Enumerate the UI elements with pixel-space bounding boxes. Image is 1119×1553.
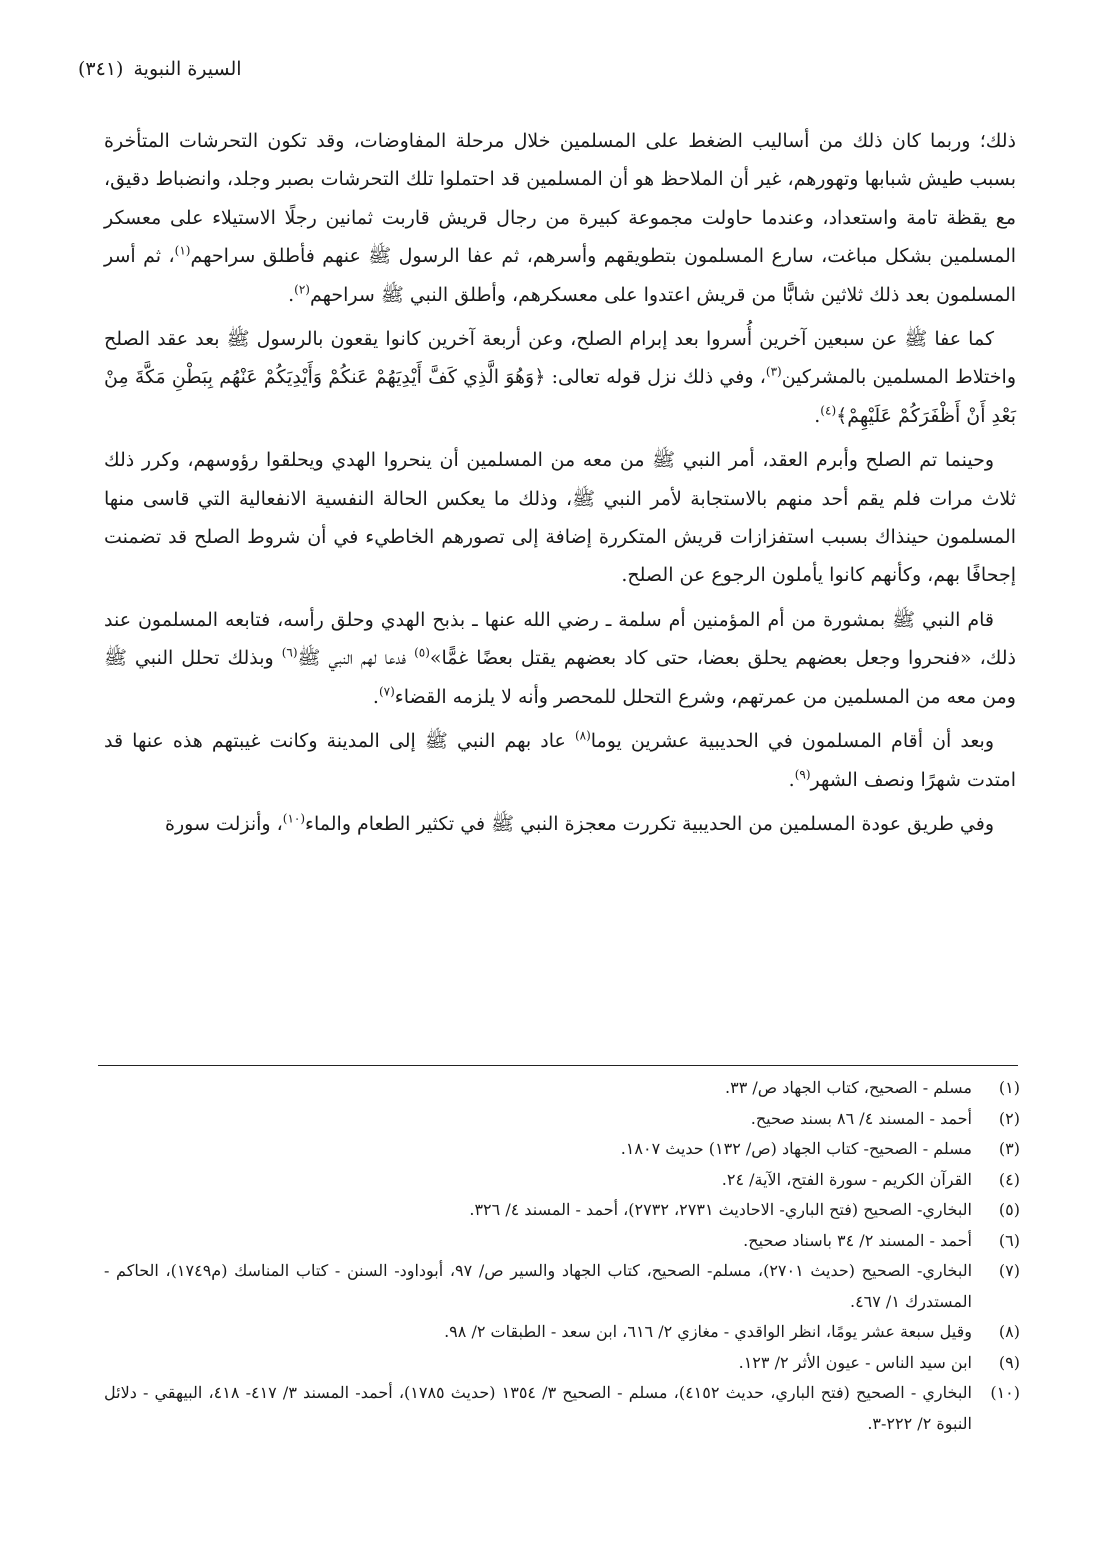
paragraph-5-text-c: . bbox=[788, 768, 795, 791]
footnote-ref-7[interactable]: (٧) bbox=[378, 684, 395, 699]
footnote-item bbox=[104, 1073, 1020, 1104]
paragraph-2-text-b: ، وفي ذلك نزل قوله تعالى: bbox=[551, 366, 766, 389]
book-title: السيرة النبوية bbox=[133, 58, 242, 80]
footnote-number: (٦) bbox=[998, 1230, 1020, 1250]
footnote-item bbox=[104, 1134, 1020, 1165]
footnote-number: (١٠) bbox=[990, 1383, 1020, 1402]
footnote-text: مسلم - الصحيح، كتاب الجهاد ص/ ٣٣. bbox=[725, 1078, 972, 1097]
paragraph-6-text-a: وفي طريق عودة المسلمين من الحديبية تكررت معجزة النبي ﷺ في تكثير الطعام والماء bbox=[305, 812, 994, 835]
footnote-ref-3[interactable]: (٣) bbox=[765, 365, 782, 380]
paragraph-4-text-d: . bbox=[372, 685, 379, 708]
footnote-text: ابن سيد الناس - عيون الأثر ٢/ ١٢٣. bbox=[738, 1352, 972, 1372]
footnote-text: البخاري- الصحيح (حديث ٢٧٠١)، مسلم- الصحيح، كتاب الجهاد والسير ص/ ٩٧، أبوداود- السنن - كتاب المناسك (م١٧٤٩)، الحاكم - المستدرك ١/ ٤٦٧. bbox=[104, 1261, 973, 1311]
paragraph-5 bbox=[104, 722, 1016, 799]
paragraph-4 bbox=[104, 601, 1016, 716]
footnote-item bbox=[104, 1256, 1020, 1317]
paragraph-1-text-b: ، ثم أسر المسلمون بعد ذلك ثلاثين شابًّا من قريش اعتدوا على معسكرهم، وأطلق النبي ﷺ سراحهم bbox=[104, 245, 1016, 306]
footnote-ref-1[interactable]: (١) bbox=[174, 243, 191, 258]
page-number: (٣٤١) bbox=[78, 58, 124, 80]
quran-verse: ﴿وَهُوَ الَّذِي كَفَّ أَيْدِيَهُمْ عَنكُمْ وَأَيْدِيَكُمْ عَنْهُم بِبَطْنِ مَكَّةَ مِنْ بَعْدِ أَنْ أَظْفَرَكُمْ عَلَيْهِمْ﴾ bbox=[104, 366, 1016, 427]
footnote-item bbox=[104, 1195, 1020, 1226]
footnote-number: (٥) bbox=[998, 1200, 1020, 1219]
footnote-number: (١) bbox=[998, 1078, 1020, 1097]
footnote-item bbox=[104, 1104, 1020, 1135]
footnote-text: القرآن الكريم - سورة الفتح، الآية/ ٢٤. bbox=[721, 1169, 972, 1189]
footnote-text: البخاري- الصحيح (فتح الباري- الاحاديث ٢٧٣١، ٢٧٣٢)، أحمد - المسند ٤/ ٣٢٦. bbox=[469, 1200, 972, 1219]
footnote-ref-10[interactable]: (١٠) bbox=[282, 811, 306, 826]
paragraph-6 bbox=[104, 805, 1016, 843]
main-text bbox=[104, 122, 1016, 849]
footnote-item bbox=[104, 1165, 1020, 1196]
footnote-number: (٩) bbox=[998, 1352, 1020, 1372]
paragraph-3-text: وحينما تم الصلح وأبرم العقد، أمر النبي ﷺ من معه من المسلمين أن ينحروا الهدي ويحلقوا رؤوسهم، وكرر ذلك ثلاث مرات فلم يقم أحد منهم بالاستجابة لأمر النبي ﷺ، وذلك ما يعكس الحالة النفسية الانفعالية التي قاسى منها المسلمون حينذاك بسبب استفزازات قريش المتكررة إضافة إلى تصورهم الخاطيء في أن شروط الصلح قد تضمنت إجحافًا بهم، وكأنهم كانوا يأملون الرجوع عن الصلح. bbox=[104, 449, 1016, 587]
paragraph-2-text-a: كما عفا ﷺ عن سبعين آخرين أُسروا بعد إبرام الصلح، وعن أربعة آخرين كانوا يقعون بالرسول ﷺ بعد عقد الصلح واختلاط المسلمين بالمشركين bbox=[104, 328, 1016, 389]
paragraph-2 bbox=[104, 320, 1016, 435]
footnote-ref-2[interactable]: (٢) bbox=[294, 282, 310, 297]
paragraph-4-text-b: فدعا لهم النبي ﷺ bbox=[297, 647, 415, 670]
footnote-text: أحمد - المسند ٢/ ٣٤ باسناد صحيح. bbox=[743, 1230, 972, 1250]
footnote-item bbox=[104, 1226, 1020, 1257]
footnote-ref-9[interactable]: (٩) bbox=[794, 767, 811, 782]
paragraph-1 bbox=[104, 122, 1016, 314]
paragraph-2-text-c: . bbox=[814, 404, 821, 427]
running-header bbox=[78, 58, 242, 80]
paragraph-6-text-b: ، وأنزلت سورة bbox=[165, 812, 283, 835]
footnote-item bbox=[104, 1317, 1020, 1348]
paragraph-4-text-c: وبذلك تحلل النبي ﷺ ومن معه من المسلمين من عمرتهم، وشرع التحلل للمحصر وأنه لا يلزمه القضاء bbox=[104, 647, 1016, 708]
footnote-text: مسلم - الصحيح- كتاب الجهاد (ص/ ١٣٢) حديث ١٨٠٧. bbox=[620, 1139, 972, 1158]
footnote-text: البخاري - الصحيح (فتح الباري، حديث ٤١٥٢)، مسلم - الصحيح ٣/ ١٣٥٤ (حديث ١٧٨٥)، أحمد- المسند ٣/ ٤١٧- ٤١٨، البيهقي - دلائل النبوة ٢/ ٢٢٢-٣. bbox=[104, 1383, 972, 1433]
footnote-number: (٤) bbox=[998, 1169, 1020, 1189]
footnote-text: أحمد - المسند ٤/ ٨٦ بسند صحيح. bbox=[750, 1108, 972, 1128]
footnote-number: (٧) bbox=[998, 1261, 1020, 1280]
footnote-item bbox=[104, 1378, 1020, 1439]
paragraph-5-text-a: وبعد أن أقام المسلمون في الحديبية عشرين يوما bbox=[590, 730, 995, 753]
footnote-number: (٣) bbox=[998, 1139, 1020, 1158]
footnote-ref-6[interactable]: (٦) bbox=[281, 645, 298, 660]
paragraph-5-text-b: عاد بهم النبي ﷺ إلى المدينة وكانت غيبتهم هذه عنها قد امتدت شهرًا ونصف الشهر bbox=[104, 730, 1016, 791]
paragraph-1-text-c: . bbox=[288, 283, 295, 306]
footnote-separator bbox=[98, 1065, 1018, 1066]
paragraph-1-text-a: ذلك؛ وربما كان ذلك من أساليب الضغط على المسلمين خلال مرحلة المفاوضات، وقد تكون التحرشات المتأخرة بسبب طيش شبابها وتهورهم، غير أن الملاحظ هو أن المسلمين قد احتملوا تلك التحرشات بصبر وجلد، وانضباط دقيق، مع يقظة تامة واستعداد، وعندما حاولت مجموعة كبيرة من رجال قريش قاربت ثمانين رجلًا الاستيلاء على معسكر المسلمين بشكل مباغت، سارع المسلمون بتطويقهم وأسرهم، ثم عفا الرسول ﷺ عنهم فأطلق سراحهم bbox=[104, 130, 1017, 268]
footnote-item bbox=[104, 1348, 1020, 1379]
footnote-ref-4[interactable]: (٤) bbox=[820, 403, 837, 418]
footnote-text: وقيل سبعة عشر يومًا، انظر الواقدي - مغازي ٢/ ٦١٦، ابن سعد - الطبقات ٢/ ٩٨. bbox=[444, 1322, 972, 1341]
footnote-number: (٢) bbox=[998, 1108, 1020, 1128]
footnote-ref-5[interactable]: (٥) bbox=[414, 645, 430, 660]
footnote-number: (٨) bbox=[998, 1322, 1020, 1341]
paragraph-3 bbox=[104, 441, 1016, 595]
footnote-ref-8[interactable]: (٨) bbox=[574, 728, 591, 743]
footnotes-list bbox=[104, 1073, 1020, 1439]
paragraph-4-text-a: قام النبي ﷺ بمشورة من أم المؤمنين أم سلمة ـ رضي الله عنها ـ بذبح الهدي وحلق رأسه، فتابعه المسلمون عند ذلك، «فنحروا وجعل بعضهم يحلق بعضا، حتى كاد بعضهم يقتل بعضًا غمًّا» bbox=[104, 608, 1017, 670]
